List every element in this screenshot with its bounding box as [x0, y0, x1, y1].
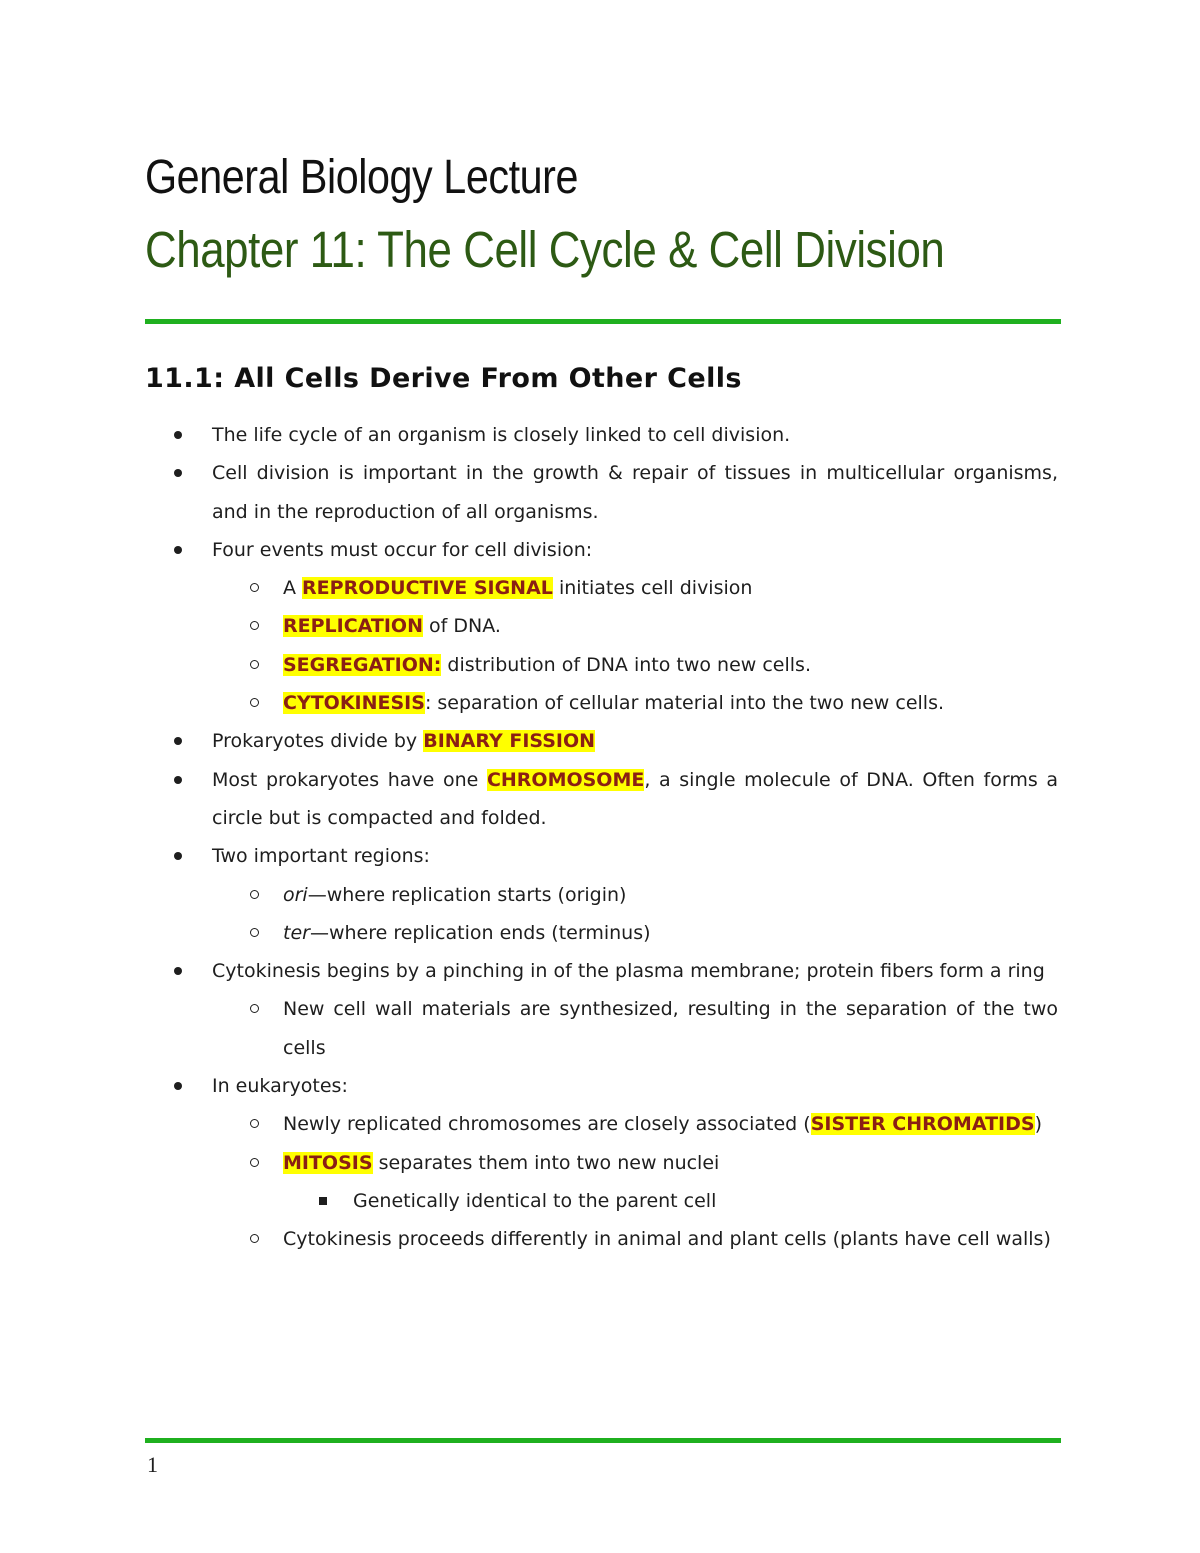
section-heading: 11.1: All Cells Derive From Other Cells: [145, 363, 742, 394]
sub-list-item: [283, 876, 1058, 914]
document-title: General Biology Lecture: [145, 151, 578, 204]
list-item-text: Prokaryotes divide by: [212, 730, 424, 753]
bullet-square-icon: [319, 1197, 327, 1205]
bullet-dot-icon: [174, 737, 182, 745]
bullet-dot-icon: [174, 546, 182, 554]
italic-term: ori: [283, 883, 308, 906]
bullet-list: [212, 416, 1058, 1259]
list-item-text: Cell division is important in the growth & repair of tissues in multicellular organisms, and in the reproduction of all organisms.: [212, 462, 1058, 523]
list-item-text: Two important regions:: [212, 845, 430, 868]
list-item-text: : separation of cellular material into the two new cells.: [424, 692, 945, 715]
sub-list-item: [283, 990, 1058, 1067]
chapter-title: Chapter 11: The Cell Cycle & Cell Division: [145, 221, 945, 278]
list-item-text: Most prokaryotes have one: [212, 768, 487, 791]
list-item: [212, 454, 1058, 531]
bullet-circle-icon: [250, 660, 259, 669]
header-divider: [145, 319, 1061, 324]
list-item: [212, 722, 1058, 760]
list-item-text: In eukaryotes:: [212, 1075, 348, 1098]
bullet-circle-icon: [250, 698, 259, 707]
bullet-circle-icon: [250, 1004, 259, 1013]
highlighted-term: MITOSIS: [283, 1151, 373, 1174]
list-item-text: —where replication starts (origin): [307, 883, 627, 906]
list-item: [212, 761, 1058, 838]
list-item-text: New cell wall materials are synthesized, resulting in the separation of the two cells: [283, 998, 1058, 1059]
highlighted-term: REPLICATION: [283, 615, 423, 638]
bullet-circle-icon: [250, 1119, 259, 1128]
bullet-dot-icon: [174, 1082, 182, 1090]
bullet-dot-icon: [174, 776, 182, 784]
sub-list-item: [283, 1144, 1058, 1182]
highlighted-term: CHROMOSOME: [486, 768, 645, 791]
sub-list-item: [283, 607, 1058, 645]
list-item-text: A: [283, 577, 303, 600]
list-item: [212, 837, 1058, 875]
highlighted-term: CYTOKINESIS: [283, 692, 425, 715]
bullet-circle-icon: [250, 1234, 259, 1243]
list-item-text: of DNA.: [422, 615, 501, 638]
sub-list-item: [283, 569, 1058, 607]
bullet-circle-icon: [250, 621, 259, 630]
list-item-text: ): [1034, 1113, 1042, 1136]
sub-list-item: [283, 646, 1058, 684]
list-item-text: separates them into two new nuclei: [372, 1151, 720, 1174]
bullet-circle-icon: [250, 890, 259, 899]
bullet-circle-icon: [250, 1158, 259, 1167]
bullet-circle-icon: [250, 928, 259, 937]
list-item-text: , a single molecule of DNA. Often forms a circle but is compacted and folded.: [212, 768, 1059, 829]
bullet-dot-icon: [174, 469, 182, 477]
list-item: [212, 531, 1058, 569]
highlighted-term: SEGREGATION:: [283, 653, 442, 676]
sub-list-item: [283, 1105, 1058, 1143]
list-item: [212, 416, 1058, 454]
footer-divider: [145, 1438, 1061, 1443]
highlighted-term: REPRODUCTIVE SIGNAL: [302, 577, 553, 600]
sub-list-item: [283, 914, 1058, 952]
list-item-text: initiates cell division: [552, 577, 753, 600]
list-item-text: —where replication ends (terminus): [309, 921, 651, 944]
list-item-text: The life cycle of an organism is closely linked to cell division.: [212, 424, 791, 446]
italic-term: ter: [283, 921, 310, 944]
highlighted-term: SISTER CHROMATIDS: [810, 1113, 1035, 1136]
list-item-text: Genetically identical to the parent cell: [353, 1189, 717, 1212]
bullet-dot-icon: [174, 967, 182, 975]
bullet-dot-icon: [174, 852, 182, 860]
bullet-circle-icon: [250, 583, 259, 592]
list-item: [212, 952, 1058, 990]
bullet-dot-icon: [174, 431, 182, 439]
list-item-text: Four events must occur for cell division:: [212, 538, 593, 561]
highlighted-term: BINARY FISSION: [423, 730, 596, 753]
page-number: 1: [147, 1452, 158, 1477]
sub-sub-list-item: [353, 1182, 1058, 1220]
sub-list-item: [283, 1220, 1058, 1258]
list-item-text: distribution of DNA into two new cells.: [441, 653, 811, 676]
list-item-text: Newly replicated chromosomes are closely associated (: [283, 1113, 811, 1136]
sub-list-item: [283, 684, 1058, 722]
list-item: [212, 1067, 1058, 1105]
list-item-text: Cytokinesis proceeds differently in animal and plant cells (plants have cell walls): [283, 1228, 1051, 1251]
list-item-text: Cytokinesis begins by a pinching in of the plasma membrane; protein fibers form a ring: [212, 960, 1045, 983]
